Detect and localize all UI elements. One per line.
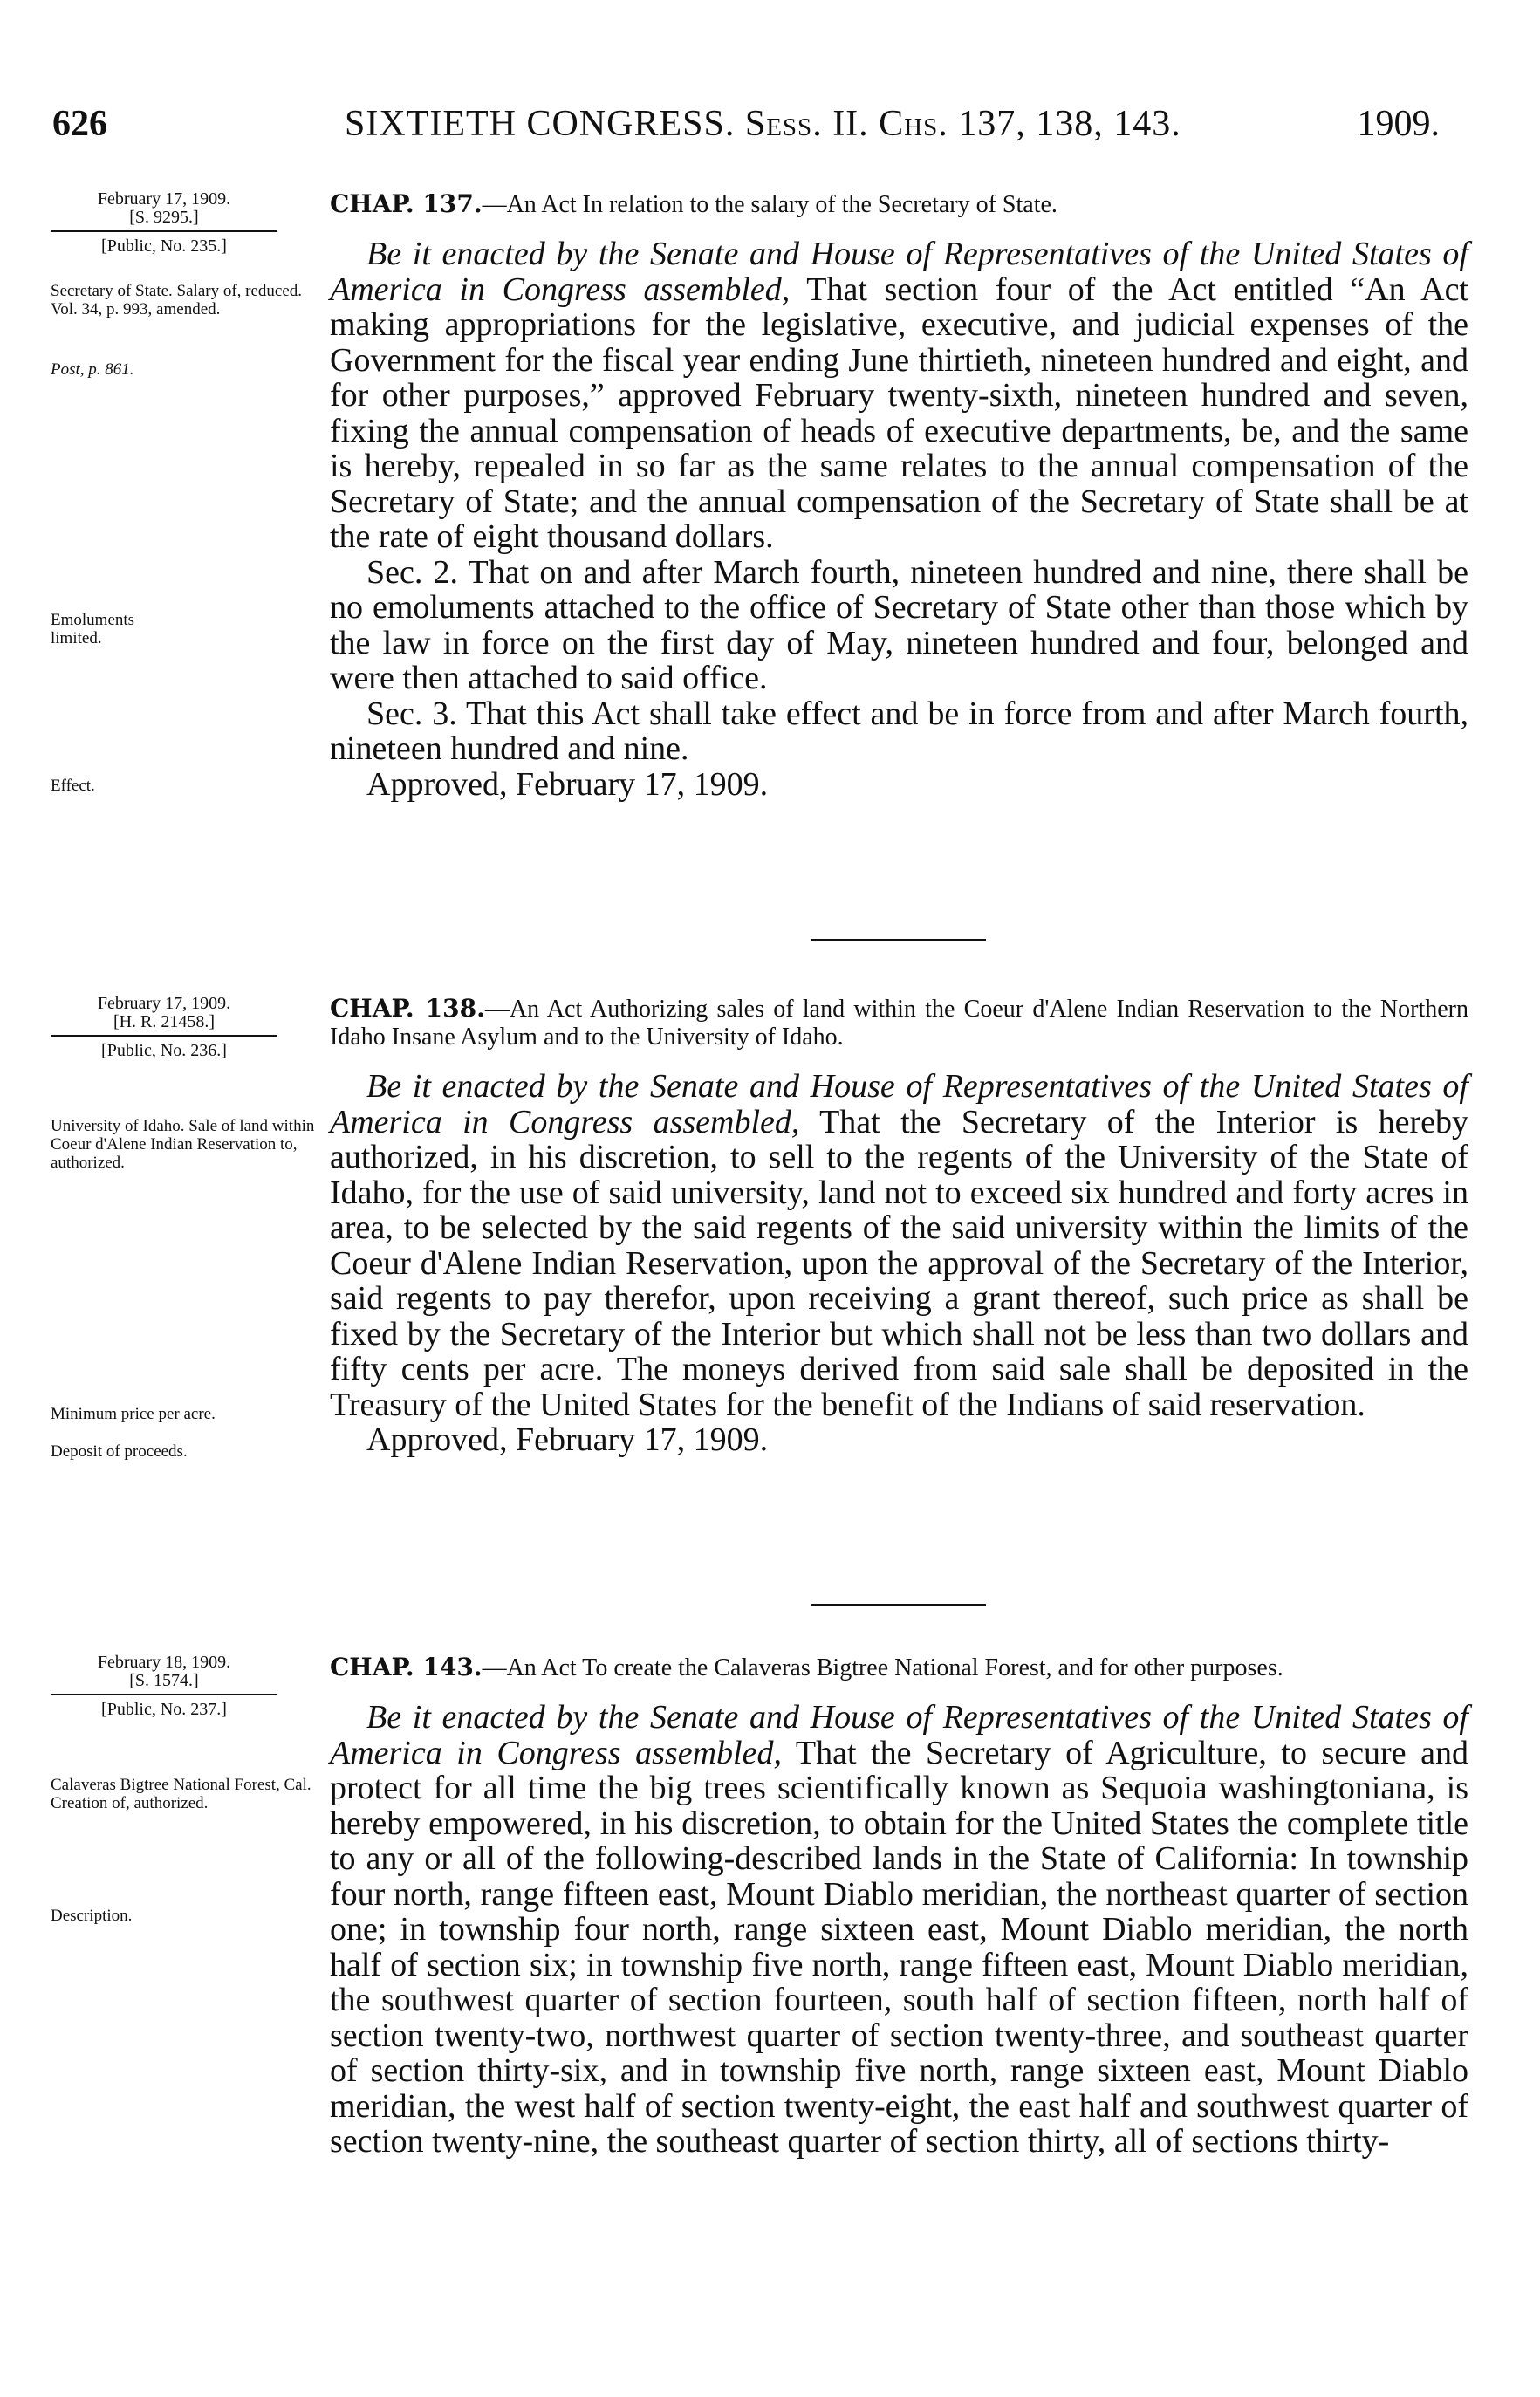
congress-title: SIXTIETH CONGRESS. xyxy=(345,104,736,144)
margin-public-number: [Public, No. 235.] xyxy=(101,236,227,256)
chapter-138-text xyxy=(330,995,1468,1458)
margin-note: Deposit of proceeds. xyxy=(51,1442,188,1461)
margin-note: Minimum price per acre. xyxy=(51,1405,216,1423)
chapter-137-text xyxy=(330,190,1468,802)
margin-date: February 17, 1909. xyxy=(97,994,231,1013)
chap-title-text: —An Act To create the Calaveras Bigtree National Forest, and for other purposes. xyxy=(482,1654,1283,1681)
enacting-clause: Be it enacted by the Senate and House of Representatives of the United States of America in Congress assembled, xyxy=(330,1068,1468,1140)
margin-bill-number: [H. R. 21458.] xyxy=(113,1012,216,1031)
section-text: That the Secretary of the Interior is hereby authorized, in his discretion, to sell to the regents of the University of the State of Idaho, for the use of said university, land not to exceed six hundred and forty acres in area, to be selected by the said regents of the said university within the limits of the Coeur d'Alene Indian Reservation, upon the approval of the Secretary of the Interior, said regents to pay therefor, upon receiving a grant thereof, such price as shall be fixed by the Secretary of the Interior but which shall not be less than two dollars and fifty cents per acre. The moneys derived from said sale shall be deposited in the Treasury of the United States for the benefit of the Indians of said reservation. xyxy=(330,1103,1468,1423)
margin-note: Secretary of State. Salary of, reduced. Vol. 34, p. 993, amended. xyxy=(51,282,303,318)
enacting-paragraph xyxy=(330,236,1468,555)
margin-note: University of Idaho. Sale of land within Coeur d'Alene Indian Reservation to, authorized. xyxy=(51,1117,315,1172)
margin-public-number: [Public, No. 237.] xyxy=(101,1700,227,1719)
chap-label: CHAP. 143. xyxy=(330,1653,483,1681)
margin-note: Emoluments limited. xyxy=(51,611,135,647)
section-text: That the Secretary of Agriculture, to secure and protect for all time the big trees scientifically known as Sequoia washingtoniana, is hereby empowered, in his discretion, to obtain for the United States the complete title to any or all of the following-described lands in the State of California: In township four north, range fifteen east, Mount Diablo meridian, the northeast quarter of section one; in township four north, range sixteen east, Mount Diablo meridian, the north half of section six; in township five north, range fifteen east, Mount Diablo meridian, the southwest quarter of section fourteen, south half of section fifteen, north half of section twenty-two, northwest quarter of section twenty-three, and southeast quarter of section thirty-six, and in township five north, range sixteen east, Mount Diablo meridian, the west half of section twenty-eight, the east half and southwest quarter of section twenty-nine, the southeast quarter of section thirty, all of sections thirty- xyxy=(330,1734,1469,2160)
approved-line: Approved, February 17, 1909. xyxy=(366,765,769,803)
enacting-clause: Be it enacted by the Senate and House of Representatives of the United States of America in Congress assembled, xyxy=(330,1699,1468,1771)
session-label: Sess. II. xyxy=(744,104,869,144)
margin-public-number: [Public, No. 236.] xyxy=(101,1041,227,1060)
header-year: 1909. xyxy=(1357,104,1440,144)
chap-title-text: —An Act Authorizing sales of land within the Coeur d'Alene Indian Reservation to the Northern Idaho Insane Asylum and to the University of Idaho. xyxy=(330,996,1468,1051)
margin-bill-number: [S. 1574.] xyxy=(129,1671,199,1690)
section-text: That section four of the Act entitled “An Act making appropriations for the legislative, executive, and judicial expenses of the Government for the fiscal year ending June thirtieth, nineteen hundred and eight, and for other purposes,” approved February twenty-sixth, nineteen hundred and seven, fixing the annual compensation of heads of executive departments, be, and the same is hereby, repealed in so far as the same relates to the annual compensation of the Secretary of State; and the annual compensation of the Secretary of State shall be at the rate of eight thousand dollars. xyxy=(330,271,1468,555)
margin-rule xyxy=(51,1035,277,1037)
chapter-title xyxy=(330,995,1468,1051)
chapter-143-text xyxy=(330,1654,1468,2160)
enacting-clause: Be it enacted by the Senate and House of Representatives of the United States of America in Congress assembled, xyxy=(330,236,1468,308)
margin-bill-number: [S. 9295.] xyxy=(129,208,199,227)
chapter-title xyxy=(330,1654,1468,1682)
chapter-body xyxy=(330,1700,1468,2160)
section-paragraph: Sec. 3. That this Act shall take effect and be in force from and after March fourth, nineteen hundred and nine. xyxy=(330,695,1468,767)
margin-note: Post, p. 861. xyxy=(51,360,134,379)
margin-rule xyxy=(51,230,277,232)
chap-label: CHAP. 138. xyxy=(330,994,485,1023)
chap-label: CHAP. 137. xyxy=(330,189,483,218)
enacting-paragraph xyxy=(330,1700,1468,2160)
chapter-divider xyxy=(811,1604,986,1606)
enacting-paragraph xyxy=(330,1069,1468,1422)
chapter-divider xyxy=(811,939,986,941)
running-head xyxy=(345,103,1181,145)
section-paragraph: Sec. 2. That on and after March fourth, nineteen hundred and nine, there shall be no emoluments attached to the office of Secretary of State other than those which by the law in force on the first day of May, nineteen hundred and four, belonged and were then attached to said office. xyxy=(330,553,1468,696)
chap-title-text: —An Act In relation to the salary of the Secretary of State. xyxy=(482,191,1057,218)
approved-line: Approved, February 17, 1909. xyxy=(366,1421,769,1458)
page-number: 626 xyxy=(52,104,107,144)
margin-date: February 18, 1909. xyxy=(97,1653,231,1672)
margin-note: Calaveras Bigtree National Forest, Cal. Creation of, authorized. xyxy=(51,1776,311,1812)
chapters-label: Chs. 137, 138, 143. xyxy=(879,104,1181,144)
chapter-title xyxy=(330,190,1468,219)
margin-note: Effect. xyxy=(51,777,95,795)
margin-date: February 17, 1909. xyxy=(97,189,231,209)
chapter-body xyxy=(330,236,1468,802)
chapter-body xyxy=(330,1069,1468,1458)
margin-rule xyxy=(51,1694,277,1695)
margin-note: Description. xyxy=(51,1907,133,1925)
running-header xyxy=(52,103,1440,155)
